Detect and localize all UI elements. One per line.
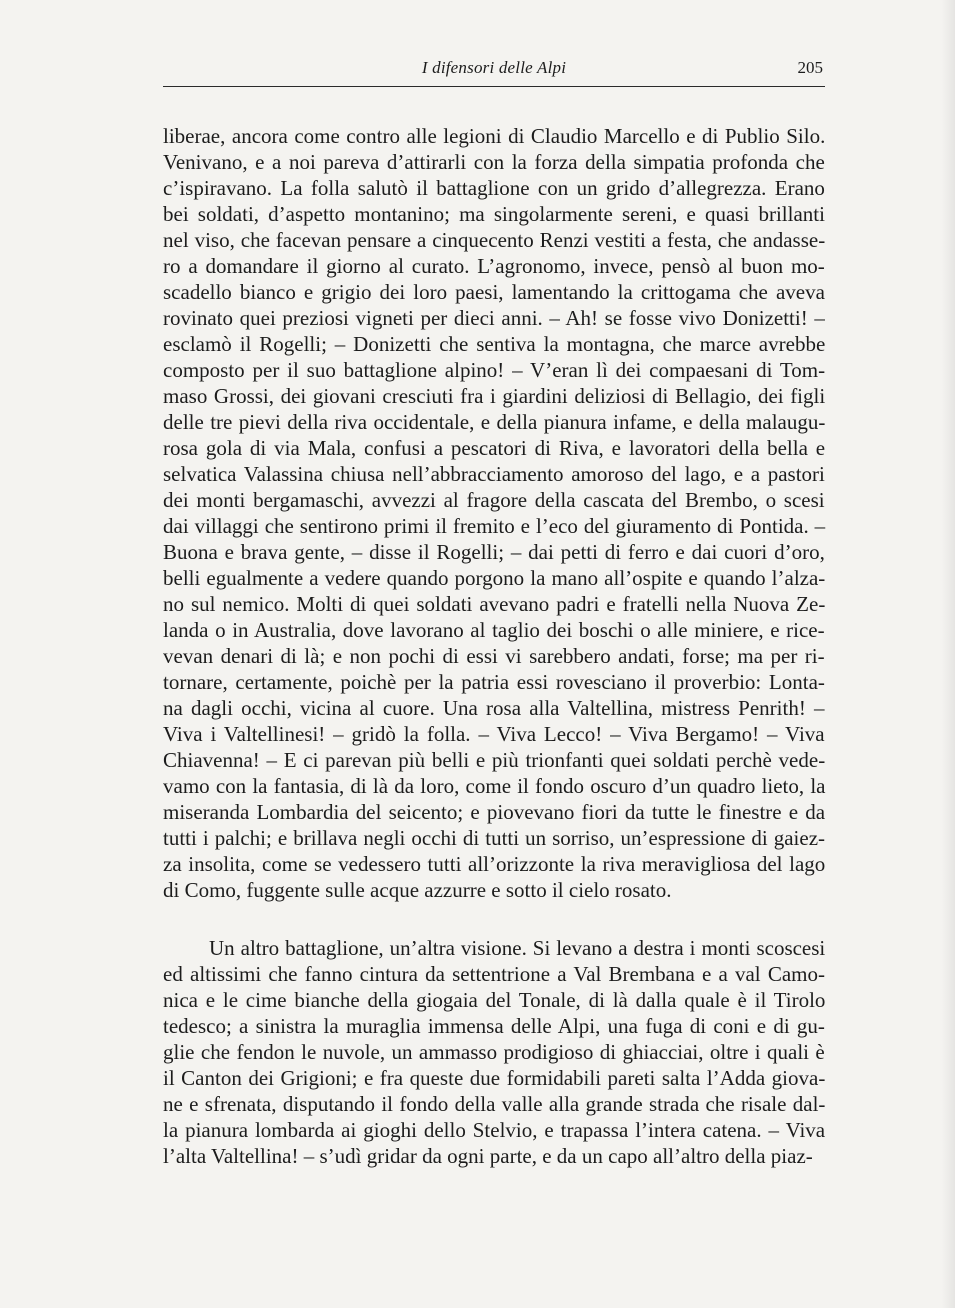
text-line: na dagli occhi, vicina al cuore. Una rosa alla Valtellina, mistress Penrith! – (163, 696, 825, 720)
text-line: belli egualmente a vedere quando porgono la mano all’ospite e quando l’alza- (163, 566, 826, 590)
text-line: Un altro battaglione, un’altra visione. Si levano a destra i monti scoscesi (209, 936, 826, 960)
text-line: no sul nemico. Molti di quei soldati avevano padri e fratelli nella Nuova Ze- (163, 592, 826, 616)
text-line: maso Grossi, dei giovani cresciuti fra i giardini deliziosi di Bellagio, dei figli (163, 384, 826, 408)
text-line: glie che fendon le nuvole, un ammasso prodigioso di ghiacciai, oltre i quali è (163, 1040, 825, 1064)
text-line: ne e sfrenata, disputando il fondo della valle alla grande strada che risale dal- (163, 1092, 826, 1116)
text-line: ed altissimi che fanno cintura da settentrione a Val Brembana e a val Camo- (163, 962, 825, 986)
page-header (163, 56, 825, 84)
text-line: rosa gola di via Mala, confusi a pescatori di Riva, e lavoratori della bella e (163, 436, 826, 460)
text-line: Viva i Valtellinesi! – gridò la folla. – Viva Lecco! – Viva Bergamo! – Viva (163, 722, 825, 746)
text-line: selvatica Valassina chiusa nell’abbracciamento amoroso del lago, e a pastori (163, 462, 825, 486)
text-line: dai villaggi che sentirono primi il fremito e l’eco del giuramento di Pontida. – (163, 514, 826, 538)
header-rule (163, 86, 825, 87)
text-line: rovinato quei preziosi vigneti per dieci anni. – Ah! se fosse vivo Donizetti! – (163, 306, 825, 330)
text-line: la pianura lombarda ai gioghi dello Stelvio, e trapassa l’intera catena. – Viva (163, 1118, 826, 1142)
page-number: 205 (797, 58, 823, 77)
text-line: liberae, ancora come contro alle legioni di Claudio Marcello e di Publio Silo. (163, 124, 826, 148)
text-line: di Como, fuggente sulle acque azzurre e sotto il cielo rosato. (163, 878, 672, 902)
text-line: tornare, certamente, poichè per la patria essi rovesciano il proverbio: Lonta- (163, 670, 825, 694)
text-line: scadello bianco e grigio dei loro paesi, lamentando la crittogama che aveva (163, 280, 825, 304)
text-line: l’alta Valtellina! – s’udì gridar da ogni parte, e da un capo all’altro della piaz- (163, 1144, 813, 1168)
text-line: Venivano, e a noi pareva d’attirarli con la forza della simpatia profonda che (163, 150, 825, 174)
text-line: ro a domandare il giorno al curato. L’agronomo, invece, pensò al buon mo- (163, 254, 825, 278)
text-line: composto per il suo battaglione alpino! – V’eran lì dei compaesani di Tom- (163, 358, 826, 382)
text-line: delle tre pievi della riva occidentale, e della pianura infame, e della malaugu- (163, 410, 826, 434)
text-line: Chiavenna! – E ci parevan più belli e più trionfanti quei soldati perchè vede- (163, 748, 826, 772)
text-line: nel viso, che facevan pensare a cinquecento Renzi vestiti a festa, che andasse- (163, 228, 826, 252)
text-line: c’ispiravano. La folla salutò il battaglione con un grido d’allegrezza. Erano (163, 176, 825, 200)
text-line: miseranda Lombardia del seicento; e piovevano fiori da tutte le finestre e da (163, 800, 826, 824)
running-title: I difensori delle Alpi (421, 58, 567, 77)
text-line: landa o in Australia, dove lavorano al taglio dei boschi o alle miniere, e rice- (163, 618, 825, 642)
page-edge-shadow (941, 0, 955, 1308)
text-line: nica e le cime bianche della giogaia del Tonale, di là dalla quale è il Tirolo (163, 988, 826, 1012)
text-line: tedesco; a sinistra la muraglia immensa delle Alpi, una fuga di coni e di gu- (163, 1014, 825, 1038)
text-line: vevan denari di là; e non pochi di essi vi sarebbero andati, forse; ma per ri- (163, 644, 825, 668)
text-line: za insolita, come se vedessero tutti all’orizzonte la riva meravigliosa del lago (163, 852, 826, 876)
text-line: vamo con la fantasia, di là da loro, come il fondo oscuro d’un quadro lieto, la (163, 774, 826, 798)
text-line: tutti i palchi; e brillava negli occhi di tutti un sorriso, un’espressione di gaiez- (163, 826, 826, 850)
text-line: il Canton dei Grigioni; e fra queste due formidabili pareti salta l’Adda giova- (163, 1066, 826, 1090)
text-line: Buona e brava gente, – disse il Rogelli; – dai petti di ferro e dai cuori d’oro, (163, 540, 825, 564)
text-line: dei monti bergamaschi, avvezzi al fragore della cascata del Brembo, o scesi (163, 488, 825, 512)
text-line: esclamò il Rogelli; – Donizetti che sentiva la montagna, che marce avrebbe (163, 332, 826, 356)
text-line: bei soldati, d’aspetto montanino; ma singolarmente sereni, e quasi brillanti (163, 202, 825, 226)
